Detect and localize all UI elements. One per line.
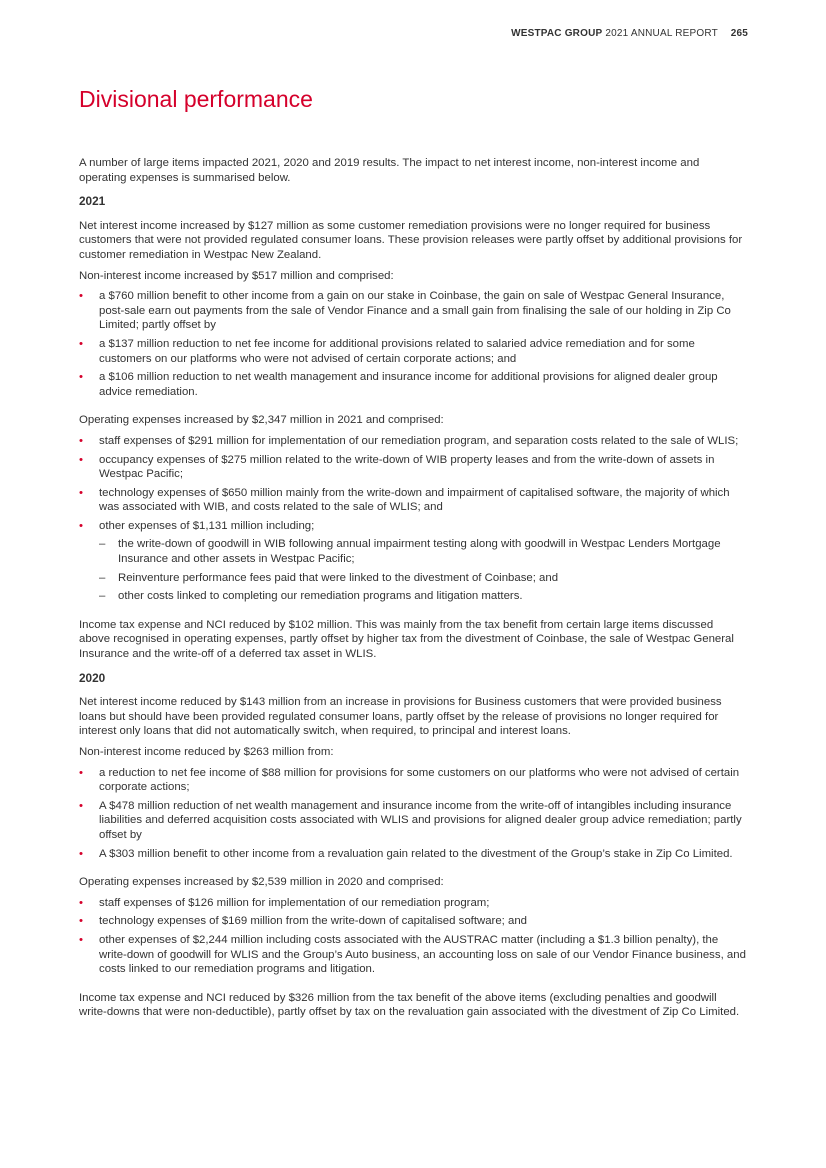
list-item-other-expenses (79, 519, 746, 604)
sub-list-item: – other costs linked to completing our remediation programs and litigation matters. (99, 589, 746, 604)
list-item: • A $303 million benefit to other income from a revaluation gain related to the divestment of the Group’s stake in Zip Co Limited. (79, 847, 746, 862)
nii-2021: Net interest income increased by $127 million as some customer remediation provisions were no longer required for business customers that were not provided regulated consumer loans. These provision releases were partly offset by additional provisions for customer remediation in Westpac New Zealand. (79, 219, 743, 261)
header-brand: WESTPAC GROUP (511, 28, 603, 39)
tax-2020: Income tax expense and NCI reduced by $326 million from the tax benefit of the above items (excluding penalties and goodwill write-downs that were non-deductible), partly offset by tax on the revaluation gain associated with the divestment of Zip Co Limited. (79, 991, 740, 1019)
body-content (79, 156, 746, 1026)
list-item: • staff expenses of $126 million for implementation of our remediation program; (79, 896, 746, 911)
list-item: • a $106 million reduction to net wealth management and insurance income for additional provisions for aligned dealer group advice remediation. (79, 370, 746, 399)
non-interest-intro-2021: Non-interest income increased by $517 million and comprised: (79, 269, 394, 282)
other-expenses-sublist (99, 537, 746, 603)
list-item: • staff expenses of $291 million for implementation of our remediation program, and separation costs related to the sale of WLIS; (79, 434, 746, 449)
page-title: Divisional performance (79, 86, 313, 112)
list-item: • a $137 million reduction to net fee income for additional provisions related to salaried advice remediation and for some customers on our platforms who were not advised of certain corporate actions; and (79, 337, 746, 366)
intro-paragraph: A number of large items impacted 2021, 2020 and 2019 results. The impact to net interest income, non-interest income and operating expenses is summarised below. (79, 157, 700, 184)
sub-list-item: – the write-down of goodwill in WIB following annual impairment testing along with goodwill in Westpac Lenders Mortgage Insurance and other assets in Westpac Pacific; (99, 537, 746, 566)
opex-intro-2021: Operating expenses increased by $2,347 million in 2021 and comprised: (79, 414, 444, 427)
running-header (511, 28, 748, 39)
non-interest-list-2021 (79, 289, 746, 399)
sub-list-item: – Reinventure performance fees paid that were linked to the divestment of Coinbase; and (99, 571, 746, 586)
header-report: 2021 ANNUAL REPORT (605, 28, 718, 39)
list-item: • technology expenses of $169 million from the write-down of capitalised software; and (79, 914, 746, 929)
nii-2020: Net interest income reduced by $143 million from an increase in provisions for Business customers that were provided business loans but should have been provided regulated consumer loans, partly offset by the release of provisions no longer required for interest only loans that did not automatically switch, when required, to principal and interest loans. (79, 696, 722, 738)
heading-2020: 2020 (79, 670, 106, 685)
opex-list-2020 (79, 896, 746, 977)
list-item: • A $478 million reduction of net wealth management and insurance income from the write-off of intangibles including insurance liabilities and deferred acquisition costs associated with WLIS and provisions for aligned dealer group advice remediation; partly offset by (79, 799, 746, 843)
opex-intro-2020: Operating expenses increased by $2,539 million in 2020 and comprised: (79, 876, 444, 889)
opex-list-2021 (79, 434, 746, 604)
tax-2021: Income tax expense and NCI reduced by $102 million. This was mainly from the tax benefit from certain large items discussed above recognised in operating expenses, partly offset by higher tax from the divestment of Coinbase, the sale of Westpac General Insurance and the write-off of a deferred tax asset in WLIS. (79, 618, 734, 661)
non-interest-list-2020 (79, 766, 746, 862)
list-item-text: other expenses of $1,131 million including; (99, 519, 315, 532)
list-item: • a $760 million benefit to other income from a gain on our stake in Coinbase, the gain on sale of Westpac General Insurance, post-sale earn out payments from the sale of Vendor Finance and a small gain from finalising the sale of our holding in Zip Co Limited; partly offset by (79, 289, 746, 333)
list-item: • technology expenses of $650 million mainly from the write-down and impairment of capitalised software, the majority of which was associated with WIB, and costs related to the sale of WLIS; and (79, 486, 746, 515)
list-item: • other expenses of $2,244 million including costs associated with the AUSTRAC matter (including a $1.3 billion penalty), the write-down of goodwill for WLIS and the Group’s Auto business, an accounting loss on sale of our Vendor Finance business, and costs linked to our remediation programs and litigation. (79, 933, 746, 977)
list-item: • a reduction to net fee income of $88 million for provisions for some customers on our platforms who were not advised of certain corporate actions; (79, 766, 746, 795)
non-interest-intro-2020: Non-interest income reduced by $263 million from: (79, 746, 334, 758)
list-item: • occupancy expenses of $275 million related to the write-down of WIB property leases and from the write-down of assets in Westpac Pacific; (79, 453, 746, 482)
heading-2021: 2021 (79, 194, 106, 209)
page-number: 265 (730, 28, 748, 39)
